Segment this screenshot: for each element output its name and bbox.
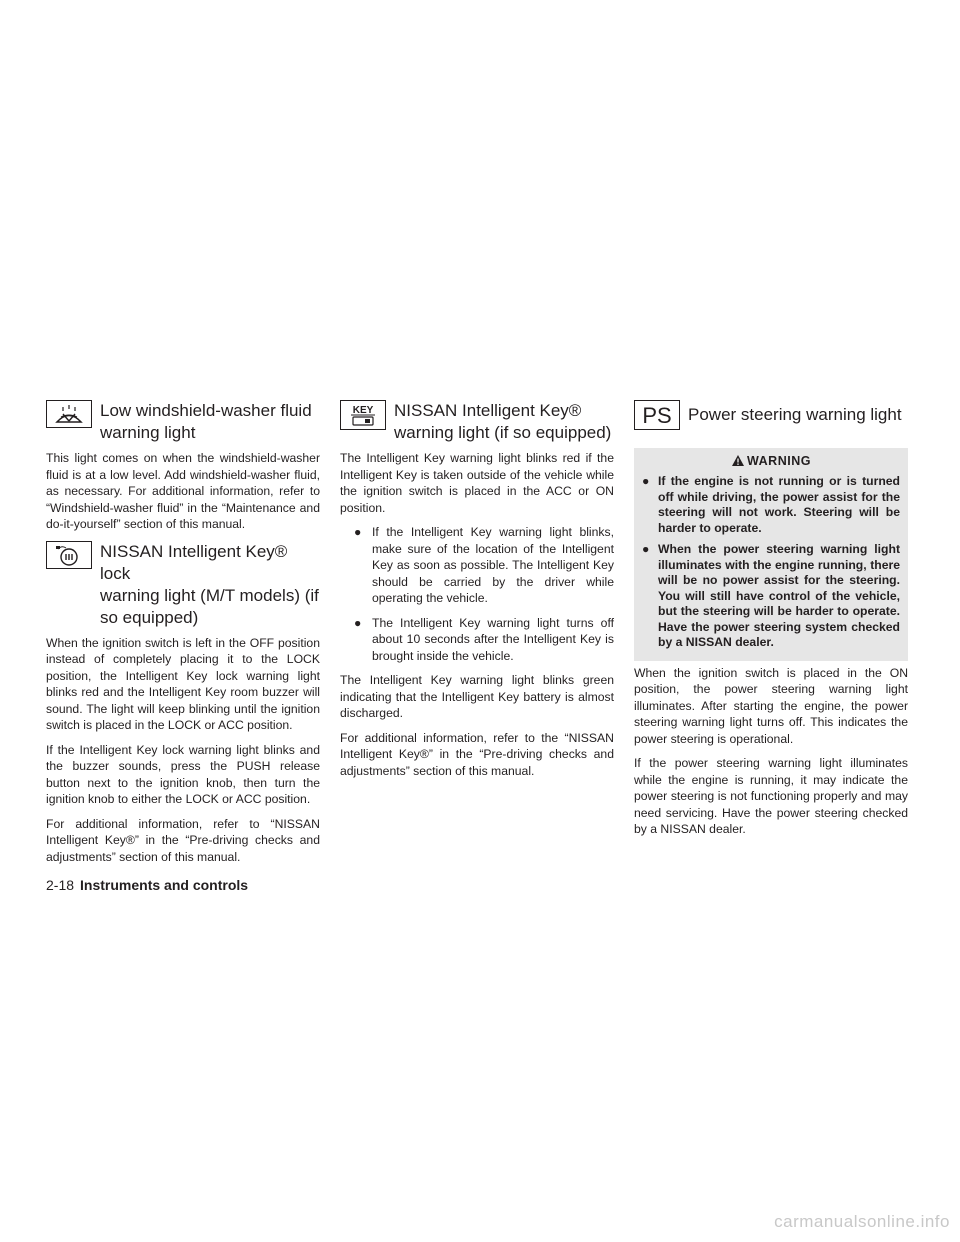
warning-list	[642, 474, 900, 651]
key-lock-icon	[46, 541, 92, 569]
power-steering-paragraph-2: If the power steering warning light illuminates while the engine is running, it may indicate the power steering is not functioning properly and may need servicing. Have the power steering checked by a NISSAN dealer.	[634, 756, 908, 836]
key-lock-heading	[46, 541, 320, 629]
washer-title-2: warning light	[100, 423, 196, 442]
key-lock-title-1: NISSAN Intelligent Key® lock	[100, 541, 288, 583]
key-warning-heading	[340, 400, 614, 444]
key-warning-paragraph-2: The Intelligent Key warning light blinks green indicating that the Intelligent Key battery is almost discharged.	[340, 673, 614, 720]
key-lock-paragraph-1: When the ignition switch is left in the OFF position instead of completely placing it to the LOCK position, the Intelligent Key lock warning light blinks red and the Intelligent Key room buzzer will sound. The light will keep blinking until the ignition switch is placed in the LOCK or ACC position.	[46, 635, 320, 732]
key-warning-title-1: NISSAN Intelligent Key®	[394, 401, 582, 420]
key-warning-title-2: warning light (if so equipped)	[394, 423, 612, 442]
key-warning-paragraph-1: The Intelligent Key warning light blinks red if the Intelligent Key is taken outside of the vehicle while the ignition switch is placed in the ACC or ON position.	[340, 451, 614, 515]
power-steering-paragraph-1: When the ignition switch is placed in the ON position, the power steering warning light illuminates. After starting the engine, the power steering warning light turns off. This indicates the power steering is operational.	[634, 665, 908, 746]
key-icon-text: KEY	[352, 405, 374, 416]
list-item	[340, 615, 614, 665]
list-item	[340, 524, 614, 607]
bullet-text: The Intelligent Key warning light turns off about 10 seconds after the Intelligent Key is brought inside the vehicle.	[372, 615, 614, 663]
key-lock-paragraph-3: For additional information, refer to “NISSAN Intelligent Key®” in the “Pre-driving checks and adjustments” section of this manual.	[46, 816, 320, 864]
list-item	[642, 542, 900, 651]
bullet-icon: ●	[354, 525, 362, 539]
washer-paragraph: This light comes on when the windshield-washer fluid is at a low level. Add windshield-washer fluid, as necessary. For additional information, refer to “Windshield-washer fluid” in the “Maintenance and do-it-yourself” section of this manual.	[46, 451, 320, 531]
power-steering-heading	[634, 400, 908, 426]
bullet-icon: ●	[642, 542, 650, 556]
key-warning-icon	[340, 400, 386, 430]
washer-title-1: Low windshield-washer fluid	[100, 401, 312, 420]
warning-label: WARNING	[747, 454, 811, 468]
warning-heading	[642, 454, 900, 468]
washer-heading	[46, 400, 320, 444]
key-lock-title-2: warning light (M/T models) (if	[100, 585, 319, 605]
warning-text: If the engine is not running or is turned off while driving, the power assist for the steering will not work. Steering will be harder to operate.	[658, 474, 900, 535]
power-steering-icon	[634, 400, 680, 430]
ps-icon-text: PS	[642, 403, 672, 428]
column-2	[340, 400, 614, 787]
warning-text: When the power steering warning light illuminates with the engine running, there will be no power assist for the steering. You will still have control of the vehicle, but the steering will be harder to operate. Have the power steering system checked by a NISSAN dealer.	[658, 542, 900, 649]
watermark: carmanualsonline.info	[774, 1212, 950, 1231]
bullet-text: If the Intelligent Key warning light blinks, make sure of the location of the Intelligent Key as soon as possible. The Intelligent Key should be carried by the driver while operating the vehicle.	[372, 525, 614, 605]
section-title: Instruments and controls	[80, 877, 249, 893]
list-item	[642, 474, 900, 536]
column-3	[634, 400, 908, 846]
washer-fluid-icon	[46, 400, 92, 428]
bullet-icon: ●	[354, 615, 362, 630]
bullet-icon: ●	[642, 474, 650, 488]
key-warning-paragraph-3: For additional information, refer to the “NISSAN Intelligent Key®” in the “Pre-driving checks and adjustments” section of this manual.	[340, 730, 614, 778]
warning-box	[634, 448, 908, 661]
column-1	[46, 400, 320, 873]
page-number: 2-18	[46, 877, 75, 893]
power-steering-title: Power steering warning light	[688, 405, 902, 424]
warning-triangle-icon	[731, 454, 745, 467]
key-warning-bullets	[340, 524, 614, 664]
key-lock-title-3: so equipped)	[100, 607, 199, 627]
key-lock-paragraph-2: If the Intelligent Key lock warning light blinks and the buzzer sounds, press the PUSH release button next to the ignition knob, then turn the ignition knob to either the LOCK or ACC position.	[46, 742, 320, 806]
page-footer	[46, 877, 248, 893]
